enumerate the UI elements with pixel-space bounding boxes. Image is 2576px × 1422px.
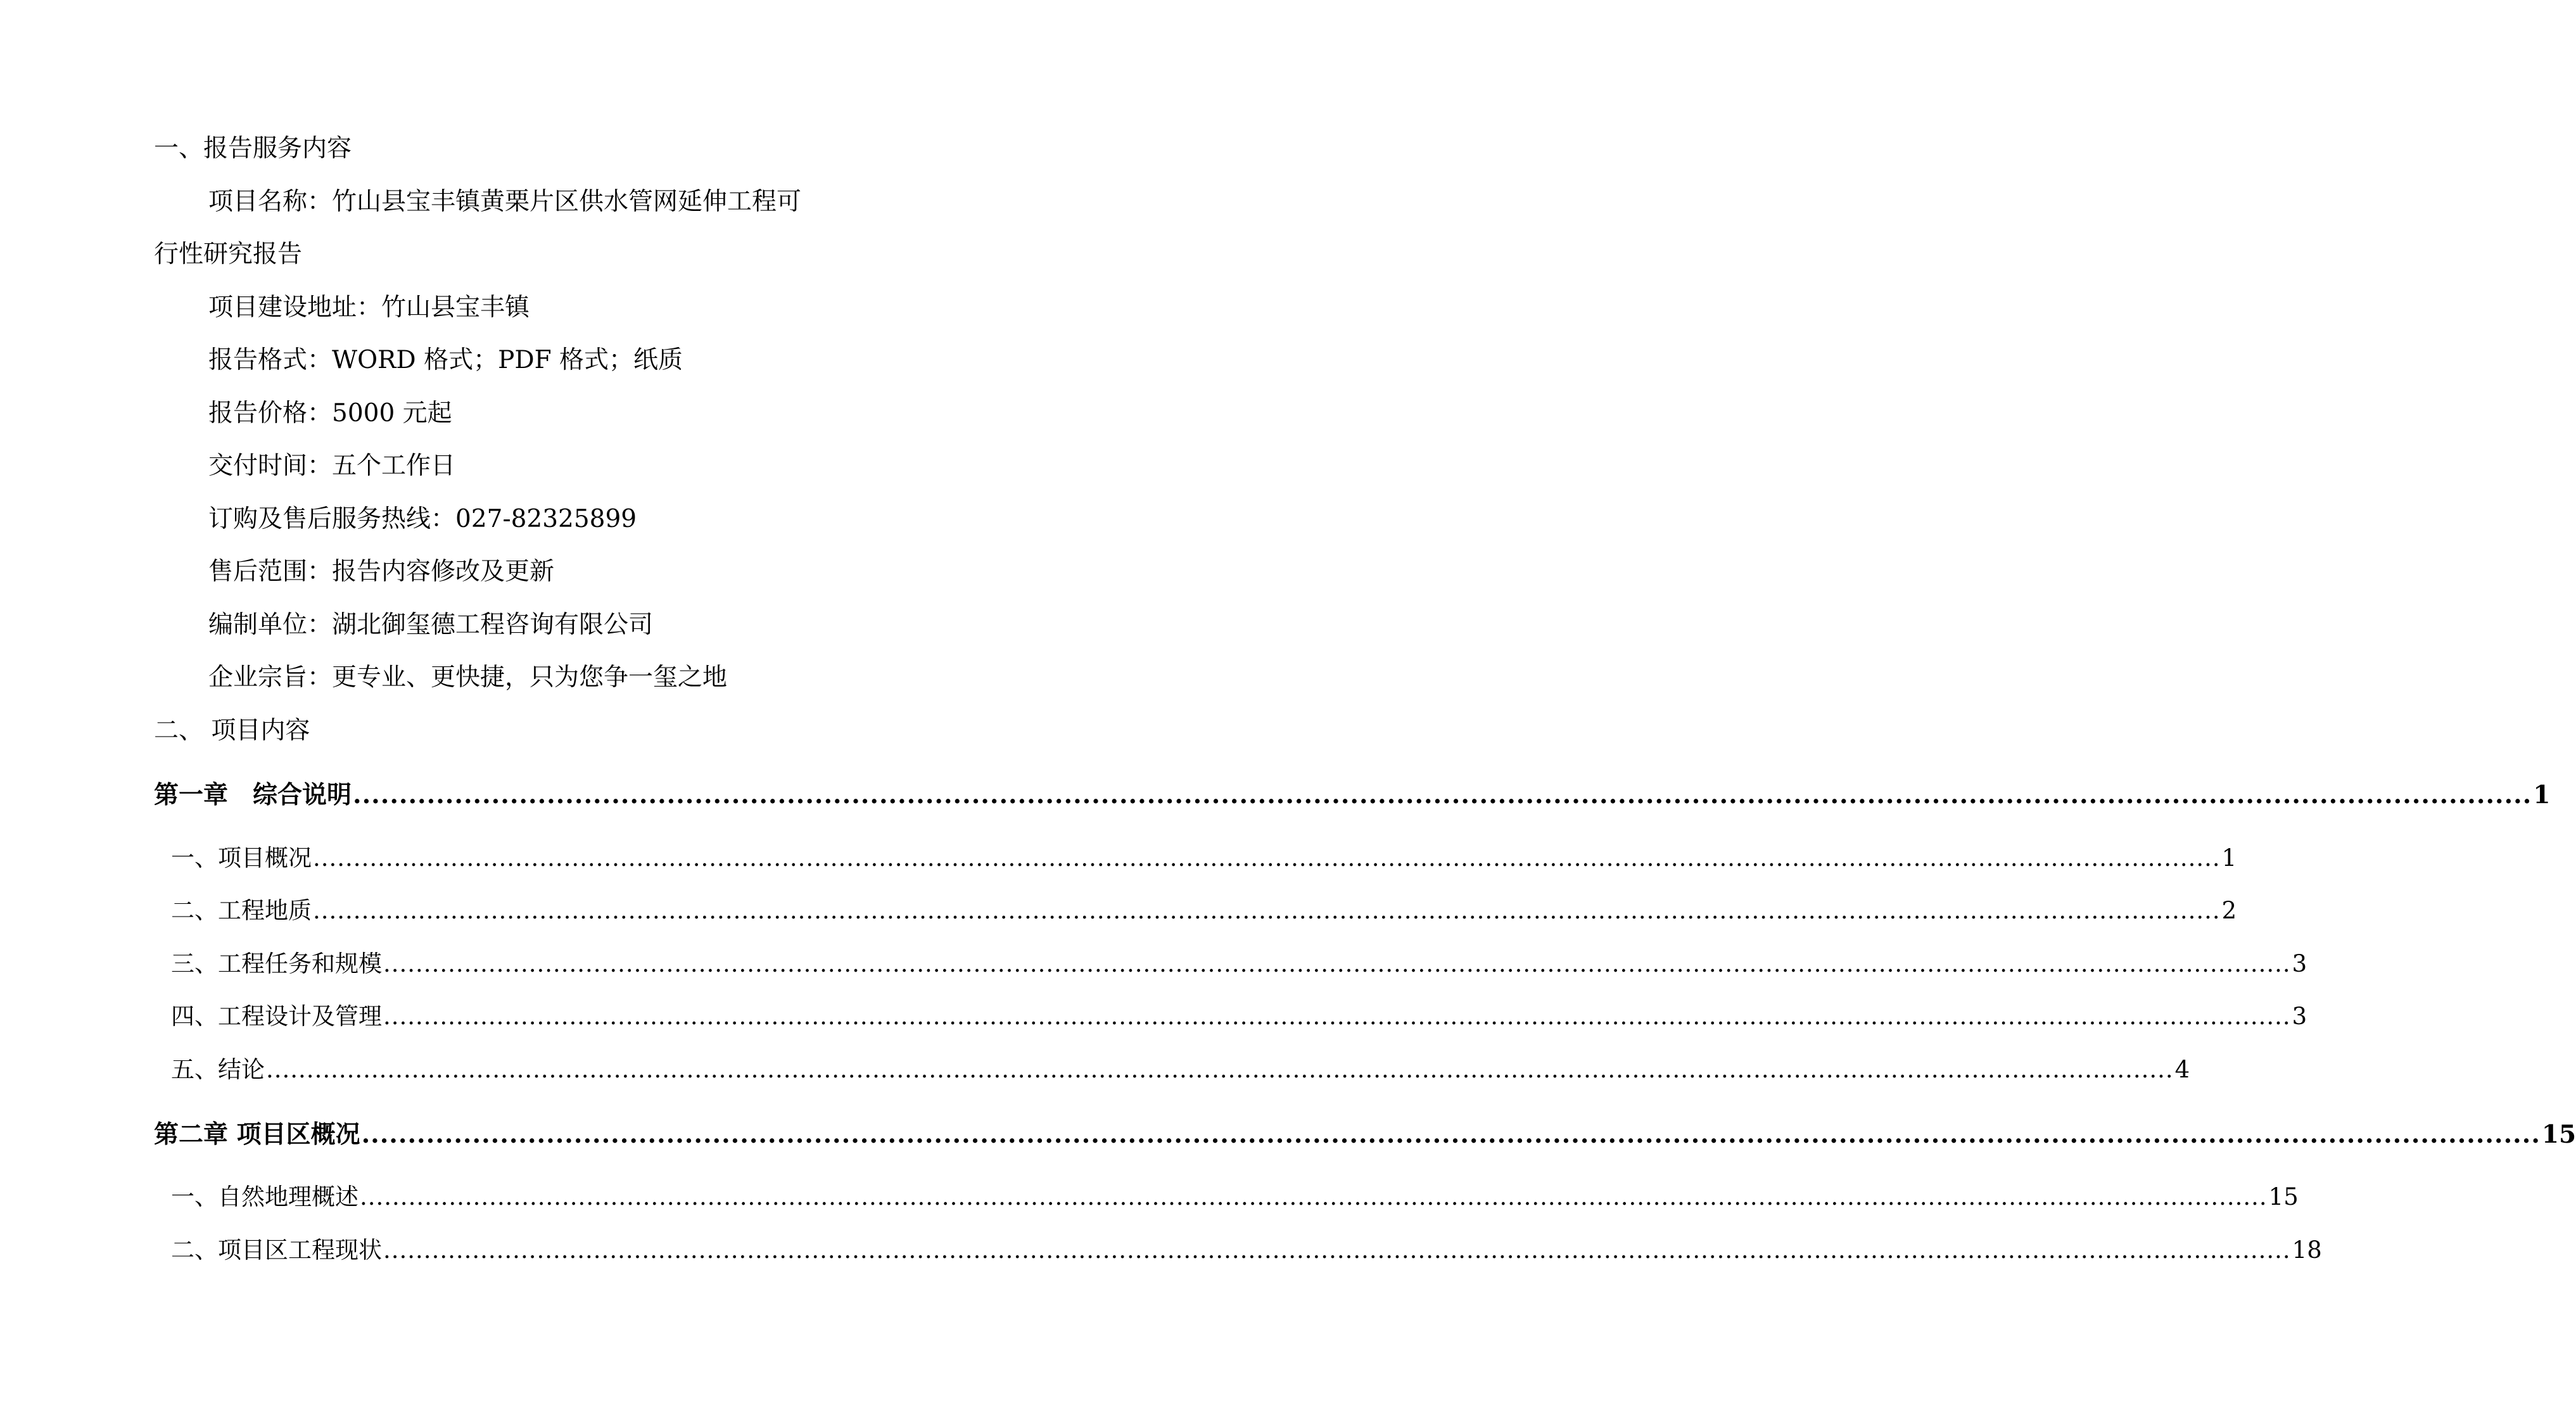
toc-page-number: 15: [2268, 1183, 2299, 1210]
toc-leader-dots: ............................................................................................................................................................................................................................................: [313, 897, 2221, 924]
toc-section-title: 一、自然地理概述: [171, 1183, 358, 1210]
toc-section-1-3[interactable]: [171, 949, 2307, 979]
toc-section-title: 二、项目区工程现状: [171, 1236, 382, 1264]
toc-page-number: 1: [2221, 844, 2237, 872]
toc-section-1-4[interactable]: [171, 1002, 2307, 1031]
company-motto: 企业宗旨：更专业、更快捷，只为您争一玺之地: [208, 663, 728, 692]
toc-section-title: 二、工程地质: [171, 897, 312, 924]
toc-leader-dots: ............................................................................................................................................................................................................................................: [361, 1120, 2541, 1149]
toc-section-1-2[interactable]: [171, 896, 2237, 925]
delivery-time: 交付时间：五个工作日: [208, 452, 456, 480]
after-sales-scope: 售后范围：报告内容修改及更新: [208, 557, 555, 586]
toc-section-title: 一、项目概况: [171, 844, 312, 872]
toc-page-number: 15: [2541, 1120, 2576, 1149]
toc-section-1-5[interactable]: [171, 1055, 2190, 1084]
toc-section-title: 四、工程设计及管理: [171, 1003, 382, 1030]
toc-section-2-2[interactable]: [171, 1236, 2322, 1265]
toc-page-number: 1: [2533, 780, 2551, 809]
compiler-unit: 编制单位：湖北御玺德工程咨询有限公司: [208, 611, 654, 639]
service-hotline: 订购及售后服务热线：027-82325899: [208, 505, 637, 533]
toc-leader-dots: ............................................................................................................................................................................................................................................: [383, 1003, 2291, 1030]
toc-leader-dots: ............................................................................................................................................................................................................................................: [383, 950, 2291, 977]
toc-leader-dots: ............................................................................................................................................................................................................................................: [353, 780, 2532, 809]
toc-leader-dots: ............................................................................................................................................................................................................................................: [360, 1183, 2268, 1210]
toc-page-number: 3: [2292, 950, 2307, 977]
toc-page-number: 2: [2221, 897, 2237, 924]
toc-leader-dots: ............................................................................................................................................................................................................................................: [313, 844, 2221, 872]
toc-section-title: 五、结论: [171, 1056, 265, 1083]
toc-chapter-2[interactable]: [154, 1119, 2576, 1150]
service-heading: 一、报告服务内容: [154, 134, 352, 163]
toc-page-number: 3: [2292, 1003, 2307, 1030]
toc-chapter-title: 第一章 综合说明: [154, 780, 352, 809]
toc-section-1-1[interactable]: [171, 844, 2237, 873]
toc-leader-dots: ............................................................................................................................................................................................................................................: [266, 1056, 2174, 1083]
report-price: 报告价格：5000 元起: [208, 399, 452, 428]
project-address: 项目建设地址：竹山县宝丰镇: [208, 293, 530, 322]
toc-page-number: 4: [2174, 1056, 2190, 1083]
project-name-line1: 项目名称：竹山县宝丰镇黄栗片区供水管网延伸工程可: [208, 187, 802, 216]
report-format: 报告格式：WORD 格式；PDF 格式；纸质: [208, 346, 683, 374]
toc-chapter-1[interactable]: [154, 780, 2551, 810]
toc-section-title: 三、工程任务和规模: [171, 950, 382, 977]
toc-page-number: 18: [2292, 1236, 2322, 1264]
toc-chapter-title: 第二章 项目区概况: [154, 1120, 360, 1149]
project-name-line2: 行性研究报告: [154, 240, 303, 269]
toc-leader-dots: ............................................................................................................................................................................................................................................: [383, 1236, 2291, 1264]
toc-section-2-1[interactable]: [171, 1183, 2299, 1212]
contents-heading: 二、 项目内容: [154, 716, 310, 745]
